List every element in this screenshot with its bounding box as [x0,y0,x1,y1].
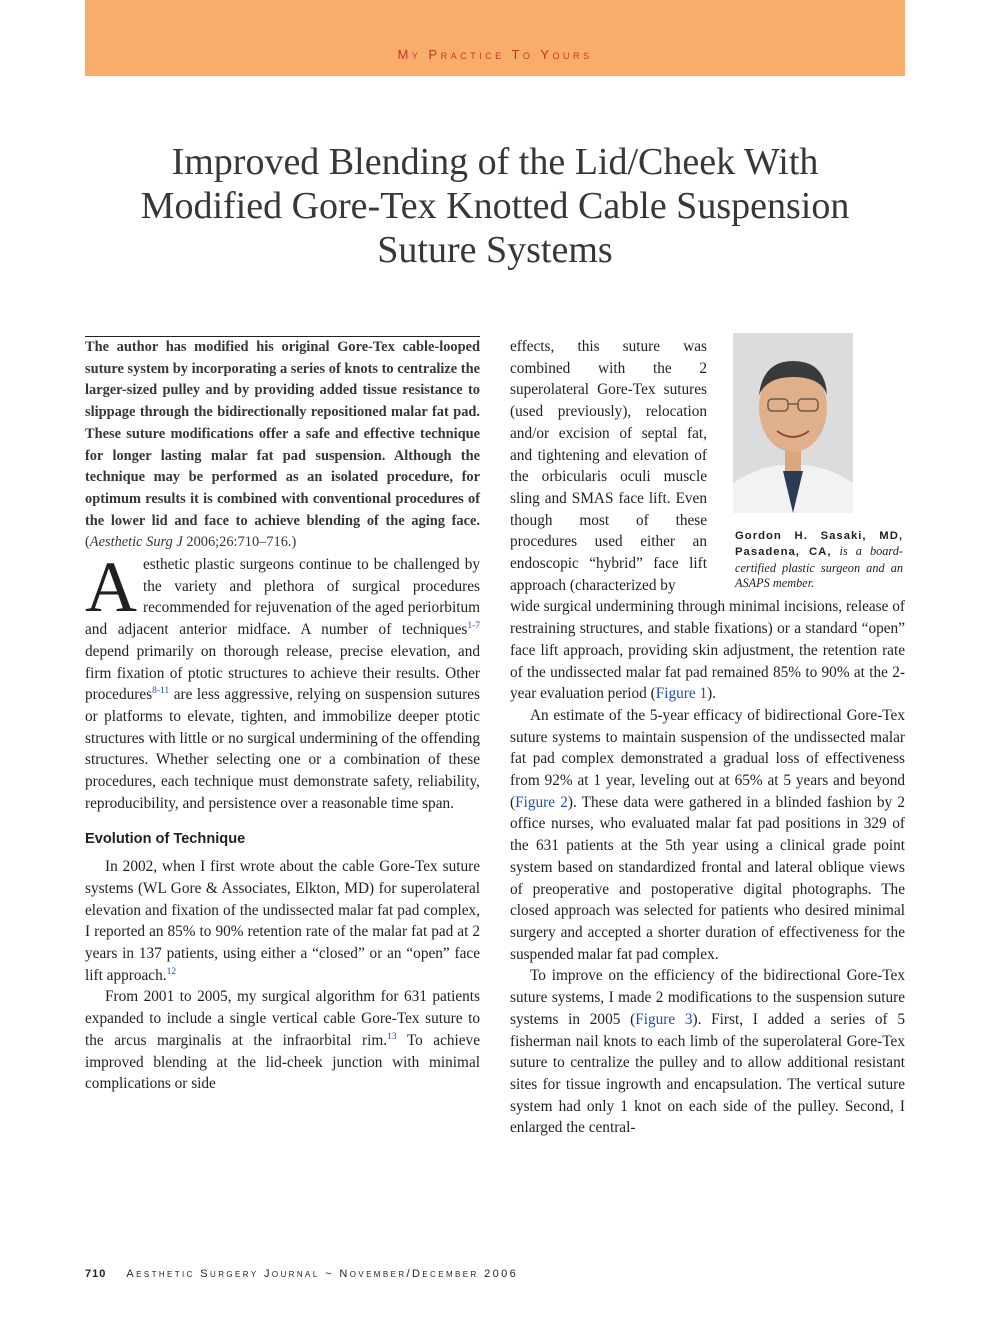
title-line-1: Improved Blending of the Lid/Cheek With [171,141,819,183]
body-paragraph: To improve on the efficiency of the bidirectional Gore-Tex suture systems, I made 2 modifications to the suspension suture systems in 2005 (Figure 3). First, I added a series of 5 fisherman nail knots to each limb of the superolateral Gore-Tex suture to centralize the pulley and to allow additional resistant sites for tissue ingrowth and encapsulation. The vertical suture system had only 1 knot on each side of the pulley. Second, I enlarged the central- [510,967,905,1137]
body-paragraph: An estimate of the 5-year efficacy of bidirectional Gore-Tex suture systems to maintain suspension of the undissected malar fat pad complex demonstrated a gradual loss of effectiveness from 92% at 1 year, leveling out at 65% at 5 years and beyond (Figure 2). These data were gathered in a blinded fashion by 2 office nurses, who evaluated malar fat pad positions in 329 of the 631 patients at the 5th year using a clinical grade point system based on standardized frontal and lateral oblique views of preoperative and postoperative digital photographs. The closed approach was selected for patients who desired minimal surgery and accepted a shorter duration of effectiveness for the suspended malar fat pad complex. [510,706,905,963]
figure-link[interactable]: Figure 1 [655,685,708,703]
header-band [85,0,905,76]
figure-link[interactable]: Figure 3 [635,1010,693,1028]
reference-link[interactable]: 1-7 [467,621,480,632]
reference-link[interactable]: 8-11 [152,686,170,697]
journal-info: Aesthetic Surgery Journal ~ November/December 2006 [126,1268,519,1280]
author-caption [735,528,903,591]
body-paragraph: wide surgical undermining through minimal incisions, release of restraining structures, and stable fixations) or a standard “open” face lift approach, providing skin adjustment, the retention rate of the undissected malar fat pad remained 85% to 90% at the 2-year evaluation period (Figure 1). [510,598,905,703]
intro-paragraph: Aesthetic plastic surgeons continue to be challenged by the variety and plethora of surgical procedures recommended for rejuvenation of the aged periorbitum and adjacent anterior midface. A number of techniques$^{1-7}$ depend primarily on thorough release, precise elevation, and firm fixation of ptotic structures to achieve their results. Other procedures$^{8-11}$ are less aggressive, relying on suspension sutures or platforms to elevate, tighten, and immobilize deeper ptotic structures with little or no surgical undermining of the offending structures. Whether selecting one or a combination of these procedures, each technique must demonstrate safety, reliability, reproducibility, and persistence over a reasonable time span. [85,547,480,812]
title-line-2: Modified Gore-Tex Knotted Cable Suspension [140,185,850,227]
author-portrait-image [733,333,853,513]
author-photo [733,333,853,513]
reference-link[interactable]: 13 [387,1031,397,1042]
article-title [85,140,905,272]
author-description: is a board-certified plastic surgeon and an ASAPS member. [735,544,904,590]
body-paragraph: From 2001 to 2005, my surgical algorithm for 631 patients expanded to include a single vertical cable Gore-Tex suture to the arcus marginalis at the infraorbital rim.$^{13}$ To achieve improved blending at the lid-cheek junction with minimal complications or side [85,988,480,1093]
title-line-3: Suture Systems [377,229,613,271]
page-number: 710 [85,1268,107,1280]
figure-link[interactable]: Figure 2 [515,793,568,811]
author-name: Gordon H. Sasaki, MD, Pasadena, CA, [735,530,903,559]
section-heading: Evolution of Technique [85,831,246,848]
body-paragraph: In 2002, when I first wrote about the cable Gore-Tex suture systems (WL Gore & Associates, Elkton, MD) for superolateral elevation and fixation of the undissected malar fat pad complex, I reported an 85% to 90% retention rate of the malar fat pad at 2 years in 137 patients, using either a “closed” or an “open” face lift approach.$^{12}$ [85,858,480,984]
abstract: The author has modified his original Gore-Tex cable-looped suture system by incorporating a series of knots to centralize the larger-sized pulley and by providing added tissue resistance to slippage through the bidirectionally repositioned malar fat pad. These suture modifications offer a safe and effective technique for longer lasting malar fat pad suspension. Although the technique may be performed as an isolated procedure, for optimum results it is combined with conventional procedures of the lower lid and face to achieve blending of the aging face. (Aesthetic Surg J 2006;26:710–716.) [85,339,480,551]
drop-cap: A [85,547,137,628]
left-column [85,336,480,1095]
section-label: My Practice To Yours [397,47,593,62]
reference-link[interactable]: 12 [166,966,177,977]
page-footer [85,1268,518,1280]
body-paragraph: effects, this suture was combined with the 2 superolateral Gore-Tex sutures (used previously), relocation and/or excision of septal fat, and tightening and elevation of the orbicularis oculi muscle sling and SMAS face lift. Even though most of these procedures used either an endoscopic “hybrid” face lift approach (characterized by [510,338,707,594]
